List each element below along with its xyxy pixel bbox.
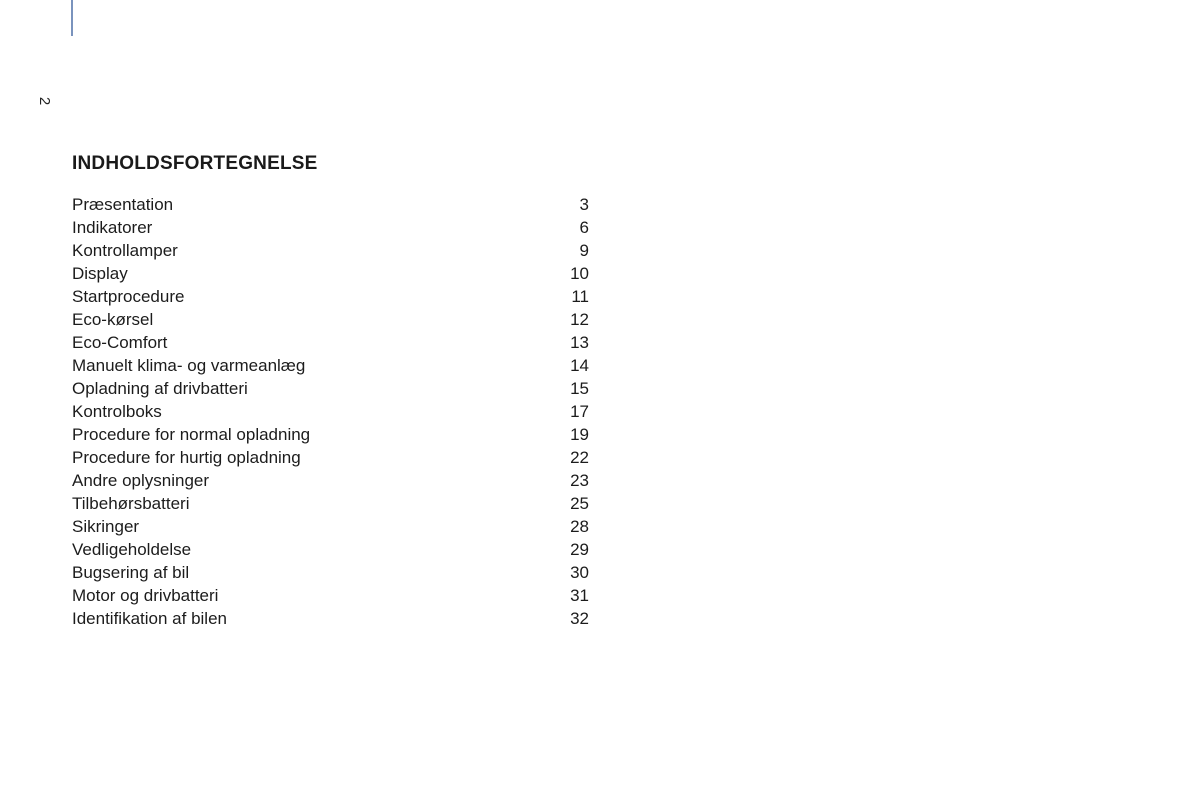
toc-list: [72, 193, 592, 630]
toc-entry-page-number: 22: [570, 448, 589, 467]
toc-entry[interactable]: [72, 423, 592, 446]
toc-entry-label: Opladning af drivbatteri: [72, 379, 248, 398]
toc-entry[interactable]: [72, 262, 592, 285]
toc-entry-label: Procedure for hurtig opladning: [72, 448, 301, 467]
toc-entry-page-number: 30: [570, 563, 589, 582]
toc-entry-page-number: 12: [570, 310, 589, 329]
toc-entry-page-number: 31: [570, 586, 589, 605]
toc-entry[interactable]: [72, 607, 592, 630]
toc-entry-label: Display: [72, 264, 128, 283]
toc-entry-label: Procedure for normal opladning: [72, 425, 311, 444]
toc-entry-page-number: 25: [570, 494, 589, 513]
page-edge-rule: [71, 0, 73, 36]
table-of-contents: [72, 152, 592, 630]
toc-entry[interactable]: [72, 446, 592, 469]
toc-entry-page-number: 9: [579, 241, 589, 260]
toc-entry-label: Manuelt klima- og varmeanlæg: [72, 356, 306, 375]
toc-entry-label: Bugsering af bil: [72, 563, 190, 582]
toc-entry-page-number: 10: [570, 264, 589, 283]
toc-entry[interactable]: [72, 400, 592, 423]
toc-entry-label: Indikatorer: [72, 218, 153, 237]
toc-entry[interactable]: [72, 239, 592, 262]
toc-entry[interactable]: [72, 538, 592, 561]
toc-entry-page-number: 23: [570, 471, 589, 490]
toc-entry-label: Startprocedure: [72, 287, 185, 306]
toc-entry-page-number: 13: [570, 333, 589, 352]
toc-entry-page-number: 32: [570, 609, 589, 628]
toc-entry-label: Eco-Comfort: [72, 333, 168, 352]
toc-entry[interactable]: [72, 331, 592, 354]
toc-entry-page-number: 19: [570, 425, 589, 444]
toc-entry-label: Identifikation af bilen: [72, 609, 227, 628]
toc-entry-label: Andre oplysninger: [72, 471, 210, 490]
toc-entry[interactable]: [72, 354, 592, 377]
toc-entry-label: Vedligeholdelse: [72, 540, 192, 559]
toc-entry-label: Eco-kørsel: [72, 310, 154, 329]
toc-entry-page-number: 6: [579, 218, 589, 237]
toc-entry[interactable]: [72, 584, 592, 607]
toc-entry-label: Kontrollamper: [72, 241, 178, 260]
toc-entry-label: Kontrolboks: [72, 402, 162, 421]
toc-entry-page-number: 17: [570, 402, 589, 421]
toc-entry[interactable]: [72, 561, 592, 584]
toc-entry[interactable]: [72, 492, 592, 515]
toc-entry[interactable]: [72, 193, 592, 216]
toc-entry-label: Præsentation: [72, 195, 174, 214]
toc-entry-label: Tilbehørsbatteri: [72, 494, 190, 513]
toc-entry-page-number: 29: [570, 540, 589, 559]
toc-entry-page-number: 14: [570, 356, 589, 375]
toc-entry[interactable]: [72, 216, 592, 239]
page-number: 2: [36, 96, 53, 106]
toc-entry-label: Sikringer: [72, 517, 140, 536]
toc-entry-page-number: 28: [570, 517, 589, 536]
toc-entry[interactable]: [72, 515, 592, 538]
toc-title: INDHOLDSFORTEGNELSE: [72, 153, 318, 174]
toc-entry[interactable]: [72, 469, 592, 492]
toc-entry-page-number: 15: [570, 379, 589, 398]
toc-entry-page-number: 11: [571, 287, 589, 306]
toc-entry[interactable]: [72, 377, 592, 400]
toc-entry-page-number: 3: [579, 195, 589, 214]
toc-entry[interactable]: [72, 285, 592, 308]
toc-entry[interactable]: [72, 308, 592, 331]
toc-entry-label: Motor og drivbatteri: [72, 586, 219, 605]
